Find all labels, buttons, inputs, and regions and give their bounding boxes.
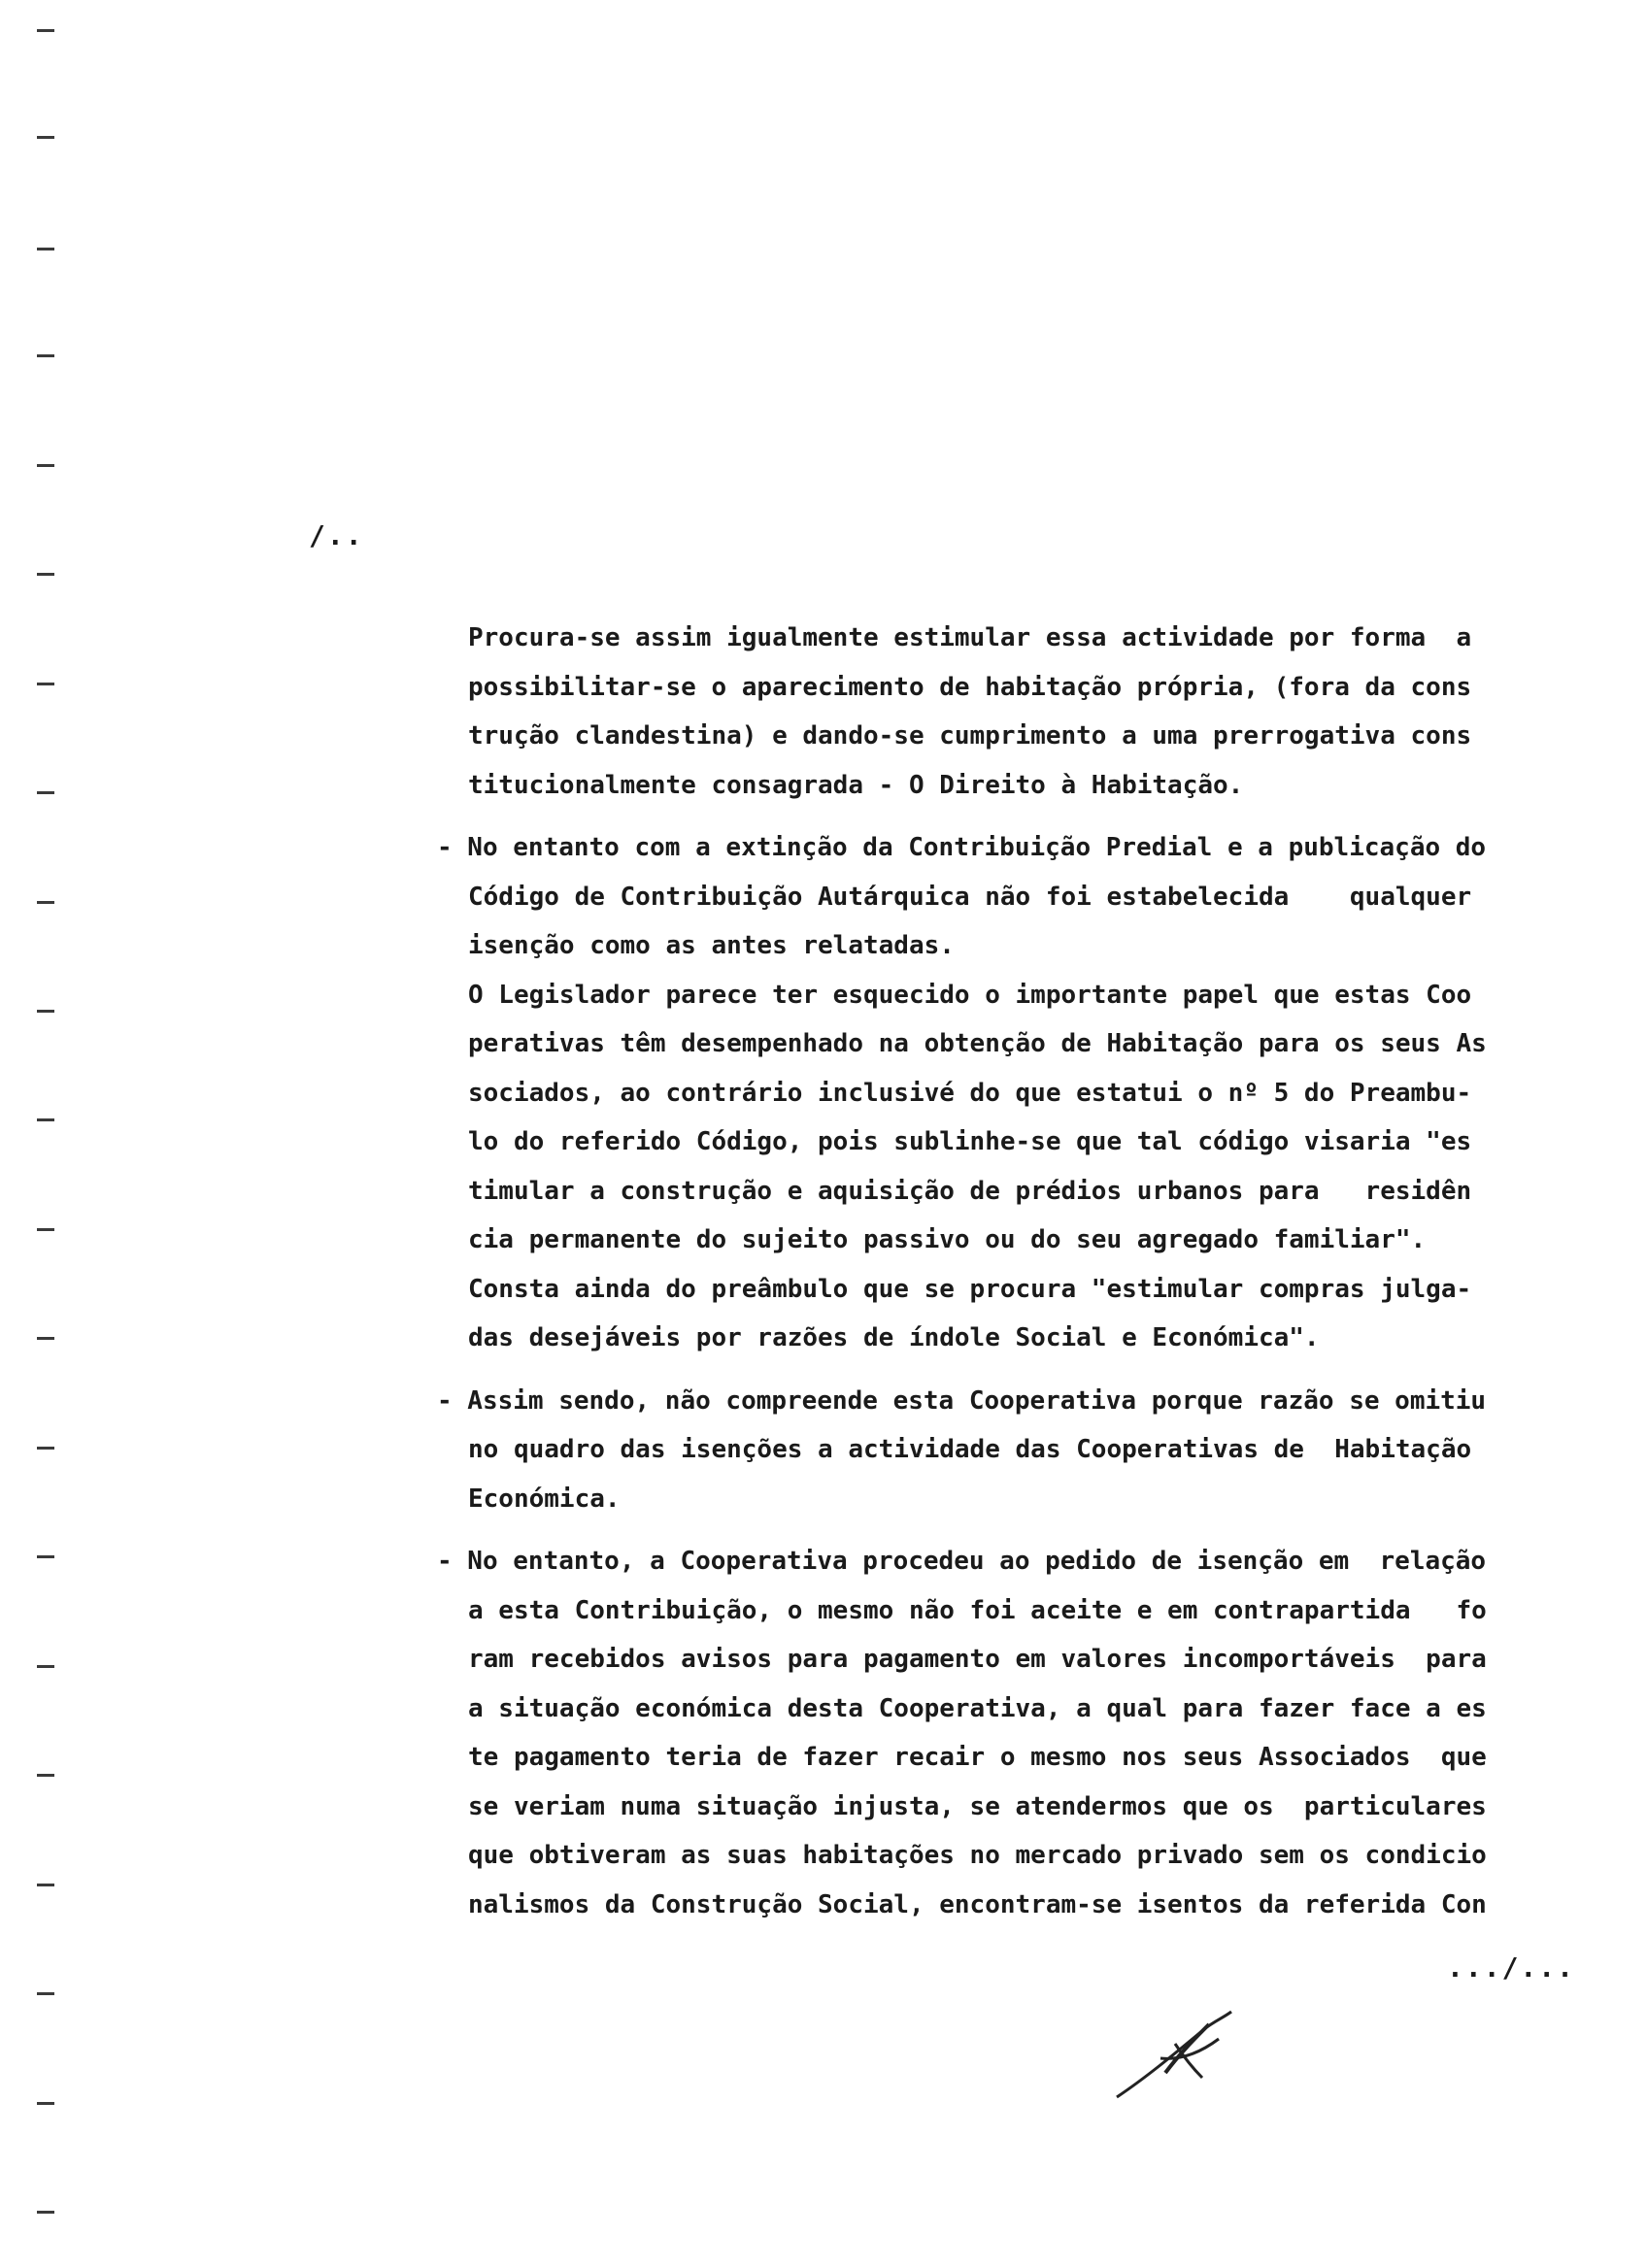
paragraph (437, 1377, 1575, 1524)
text-line: lo do referido Código, pois sublinhe-se que tal código visaria "es (468, 1127, 1472, 1156)
text-line: Procura-se assim igualmente estimular essa actividade por forma a (468, 623, 1472, 652)
text-line: sociados, ao contrário inclusivé do que estatui o nº 5 do Preambu- (468, 1078, 1472, 1108)
paragraph (437, 823, 1575, 1363)
text-line: perativas têm desempenhado na obtenção de Habitação para os seus As (468, 1029, 1487, 1058)
continuation-mark-bottom: .../... (1447, 1951, 1576, 1984)
text-line: Económica. (468, 1484, 621, 1514)
text-line: Código de Contribuição Autárquica não foi estabelecida qualquer (468, 882, 1472, 912)
text-line: das desejáveis por razões de índole Social e Económica". (468, 1323, 1320, 1352)
text-line: ram recebidos avisos para pagamento em valores incomportáveis para (468, 1645, 1487, 1674)
text-line: no quadro das isenções a actividade das Cooperativas de Habitação (468, 1435, 1472, 1464)
text-line: te pagamento teria de fazer recair o mesmo nos seus Associados que (468, 1743, 1487, 1772)
text-line: timular a construção e aquisição de prédios urbanos para residên (468, 1176, 1472, 1206)
document-body (437, 614, 1575, 1929)
signature-initials (1107, 2000, 1243, 2107)
paragraph (437, 1537, 1575, 1929)
text-line: nalismos da Construção Social, encontram-se isentos da referida Con (468, 1889, 1487, 1919)
text-line: - No entanto, a Cooperativa procedeu ao pedido de isenção em relação (437, 1547, 1487, 1576)
text-line: titucionalmente consagrada - O Direito à Habitação. (468, 770, 1244, 800)
text-line: isenção como as antes relatadas. (468, 931, 955, 960)
text-line: possibilitar-se o aparecimento de habitação própria, (fora da cons (468, 672, 1472, 702)
paragraph (468, 614, 1575, 810)
margin-punch-marks (37, 0, 66, 2268)
text-line: - Assim sendo, não compreende esta Cooperativa porque razão se omitiu (437, 1385, 1487, 1416)
text-line: a situação económica desta Cooperativa, a qual para fazer face a es (468, 1693, 1487, 1723)
continuation-mark-top: /.. (309, 519, 364, 551)
text-line: cia permanente do sujeito passivo ou do seu agregado familiar". (468, 1225, 1427, 1254)
text-line: se veriam numa situação injusta, se atendermos que os particulares (468, 1791, 1487, 1821)
text-line: a esta Contribuição, o mesmo não foi aceite e em contrapartida fo (468, 1595, 1487, 1625)
text-line: Consta ainda do preâmbulo que se procura "estimular compras julga- (468, 1274, 1472, 1304)
text-line: - No entanto com a extinção da Contribuição Predial e a publicação do (437, 833, 1487, 862)
text-line: que obtiveram as suas habitações no mercado privado sem os condicio (468, 1841, 1487, 1870)
text-line: O Legislador parece ter esquecido o importante papel que estas Coo (468, 980, 1472, 1010)
text-line: trução clandestina) e dando-se cumprimento a uma prerrogativa cons (468, 721, 1472, 750)
